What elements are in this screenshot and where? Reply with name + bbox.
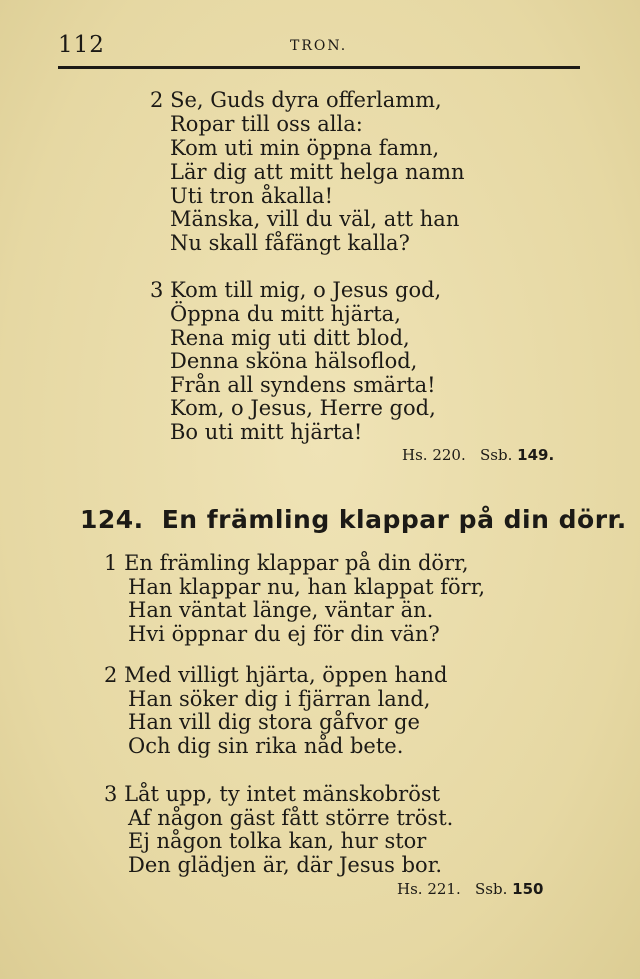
running-head: TRON. — [290, 38, 348, 54]
verse-line: Från all syndens smärta! — [170, 373, 436, 397]
verse-line: 2 Med villigt hjärta, öppen hand — [104, 663, 448, 687]
verse-line: Nu skall fåfängt kalla? — [170, 231, 410, 255]
verse-number: 2 — [104, 663, 118, 687]
verse-line: Ropar till oss alla: — [170, 112, 363, 136]
verse-line: Denna sköna hälsoflod, — [170, 349, 418, 373]
verse-line: 3 Låt upp, ty intet mänskobröst — [104, 782, 441, 806]
verse-line: Mänska, vill du väl, att han — [170, 207, 460, 231]
verse-line: 1 En främling klappar på din dörr, — [104, 551, 469, 575]
verse-number: 2 — [150, 88, 164, 112]
verse-number: 3 — [150, 278, 164, 302]
hymn-title — [80, 505, 627, 534]
verse-line: Och dig sin rika nåd bete. — [128, 734, 404, 758]
verse-line: Han söker dig i fjärran land, — [128, 687, 431, 711]
verse-line: Rena mig uti ditt blod, — [170, 326, 410, 350]
verse-line: Den glädjen är, där Jesus bor. — [128, 853, 443, 877]
verse-line: Han vill dig stora gåfvor ge — [128, 710, 420, 734]
hymn-reference: Hs. 221. Ssb. 150 — [397, 880, 544, 898]
verse-line: 2 Se, Guds dyra offerlamm, — [150, 88, 442, 112]
page-header — [58, 32, 580, 62]
verse-line: Kom uti min öppna famn, — [170, 136, 440, 160]
verse-line: Uti tron åkalla! — [170, 184, 334, 208]
verse-line: Bo uti mitt hjärta! — [170, 420, 363, 444]
hymn-title-text: En främling klappar på din dörr. — [161, 505, 627, 534]
verse-line: Af någon gäst fått större tröst. — [128, 806, 454, 830]
verse-line: 3 Kom till mig, o Jesus god, — [150, 278, 442, 302]
page-number: 112 — [58, 32, 105, 58]
hymn-reference: Hs. 220. Ssb. 149. — [402, 446, 555, 464]
verse-line: Öppna du mitt hjärta, — [170, 302, 401, 326]
verse-line: Han klappar nu, han klappat förr, — [128, 575, 486, 599]
verse-number: 1 — [104, 551, 118, 575]
header-rule — [58, 66, 580, 69]
hymn-number: 124. — [80, 505, 144, 534]
verse-line: Lär dig att mitt helga namn — [170, 160, 465, 184]
verse-line: Han väntat länge, väntar än. — [128, 598, 434, 622]
verse-line: Hvi öppnar du ej för din vän? — [128, 622, 440, 646]
verse-line: Ej någon tolka kan, hur stor — [128, 829, 427, 853]
verse-line: Kom, o Jesus, Herre god, — [170, 396, 436, 420]
verse-number: 3 — [104, 782, 118, 806]
